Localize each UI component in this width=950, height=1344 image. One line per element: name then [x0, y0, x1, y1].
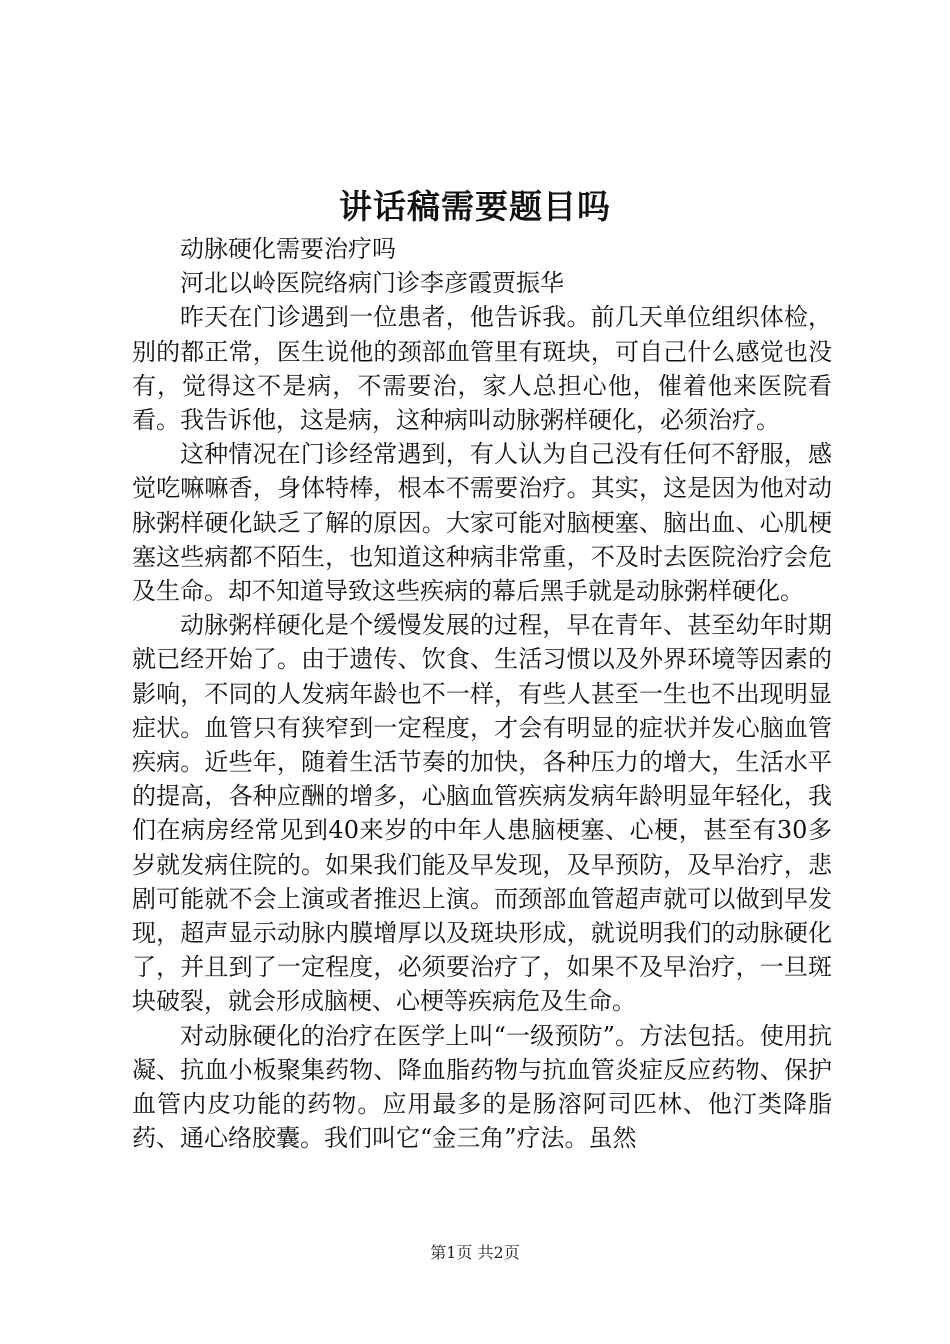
- paragraph: 昨天在门诊遇到一位患者，他告诉我。前几天单位组织体检，别的都正常，医生说他的颈部血管里有斑块，可自己什么感觉也没有，觉得这不是病，不需要治，家人总担心他，催着他来医院看看。我告诉他，这是病，这种病叫动脉粥样硬化，必须治疗。: [132, 303, 832, 435]
- author-line: 河北以岭医院络病门诊李彦霞贾振华: [180, 269, 564, 298]
- document-body: [132, 232, 832, 1155]
- page-footer: 第1页 共2页: [430, 1243, 520, 1262]
- paragraph: 对动脉硬化的治疗在医学上叫“一级预防”。方法包括。使用抗凝、抗血小板聚集药物、降血脂药物与抗血管炎症反应药物、保护血管内皮功能的药物。应用最多的是肠溶阿司匹林、他汀类降脂药、通心络胶囊。我们叫它“金三角”疗法。虽然: [132, 1021, 832, 1153]
- paragraph: 动脉粥样硬化是个缓慢发展的过程，早在青年、甚至幼年时期就已经开始了。由于遗传、饮食、生活习惯以及外界环境等因素的影响，不同的人发病年龄也不一样，有些人甚至一生也不出现明显症状。血管只有狭窄到一定程度，才会有明显的症状并发心脑血管疾病。近些年，随着生活节奏的加快，各种压力的增大，生活水平的提高，各种应酬的增多，心脑血管疾病发病年龄明显年轻化，我们在病房经常见到40来岁的中年人患脑梗塞、心梗，甚至有30多岁就发病住院的。如果我们能及早发现，及早预防，及早治疗，悲剧可能就不会上演或者推迟上演。而颈部血管超声就可以做到早发现，超声显示动脉内膜增厚以及斑块形成，就说明我们的动脉硬化了，并且到了一定程度，必须要治疗了，如果不及早治疗，一旦斑块破裂，就会形成脑梗、心梗等疾病危及生命。: [132, 611, 832, 1016]
- subtitle: 动脉硬化需要治疗吗: [180, 235, 396, 263]
- paragraph: 这种情况在门诊经常遇到，有人认为自己没有任何不舒服，感觉吃嘛嘛香，身体特棒，根本不需要治疗。其实，这是因为他对动脉粥样硬化缺乏了解的原因。大家可能对脑梗塞、脑出血、心肌梗塞这些病都不陌生，也知道这种病非常重，不及时去医院治疗会危及生命。却不知道导致这些疾病的幕后黑手就是动脉粥样硬化。: [132, 440, 832, 606]
- page-title: 讲话稿需要题目吗: [339, 187, 611, 226]
